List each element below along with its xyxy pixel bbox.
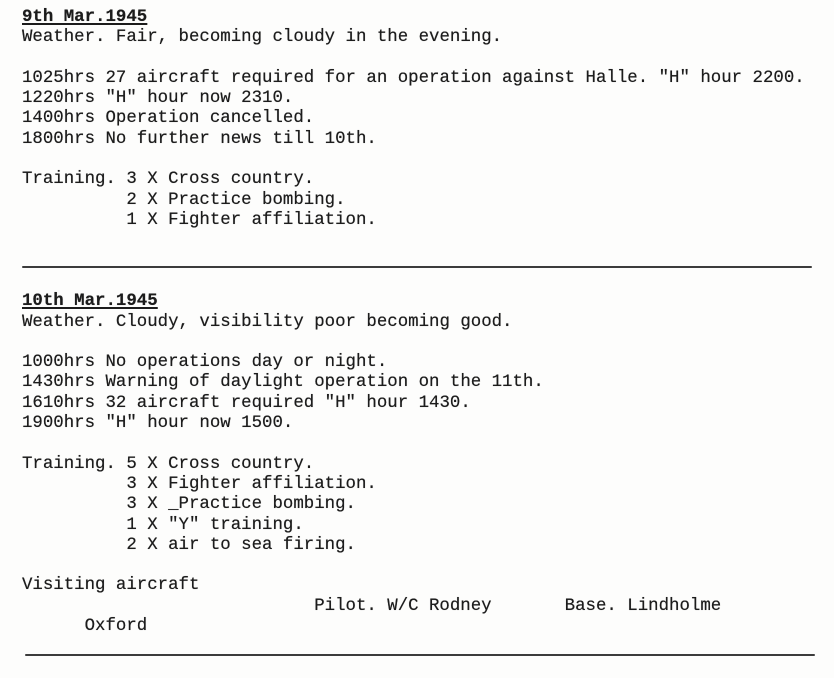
diary-entry-10th-mar xyxy=(22,292,834,637)
visiting-aircraft-heading: Visiting aircraft xyxy=(22,576,200,596)
log-line: 1000hrs No operations day or night. xyxy=(22,353,388,373)
blank-line xyxy=(22,556,834,576)
training-item: 3 X Cross country. xyxy=(126,170,315,190)
visiting-aircraft-pilot: Pilot. W/C Rodney xyxy=(314,596,492,616)
training-item: 2 X air to sea firing. xyxy=(126,535,356,555)
training-item: 1 X Fighter affiliation. xyxy=(126,210,377,230)
blank-line xyxy=(22,150,834,170)
weather-line: Weather. Fair, becoming cloudy in the evening. xyxy=(22,28,503,48)
log-line: 1430hrs Warning of daylight operation on the 11th. xyxy=(22,373,544,393)
blank-line xyxy=(22,434,834,454)
log-line: 1610hrs 32 aircraft required "H" hour 1430. xyxy=(22,393,471,413)
log-line: 1800hrs No further news till 10th. xyxy=(22,129,377,149)
entry-date-heading: 9th Mar.1945 xyxy=(22,8,148,27)
training-label: Training. xyxy=(22,454,116,474)
training-label: Training. xyxy=(22,170,116,190)
log-line: 1220hrs "H" hour now 2310. xyxy=(22,89,294,109)
entry-date-heading: 10th Mar.1945 xyxy=(22,292,158,312)
visiting-aircraft-row xyxy=(22,596,834,637)
blank-line xyxy=(22,49,834,69)
training-item: 3 X _Practice bombing. xyxy=(126,495,356,515)
log-line: 1400hrs Operation cancelled. xyxy=(22,109,315,129)
log-line: 1025hrs 27 aircraft required for an operation against Halle. "H" hour 2200. xyxy=(22,68,805,88)
visiting-aircraft-base: Base. Lindholme xyxy=(564,596,722,616)
training-line xyxy=(22,455,834,475)
section-divider-rule xyxy=(22,266,812,268)
training-item: 2 X Practice bombing. xyxy=(126,190,346,210)
diary-entry-9th-mar xyxy=(22,8,834,231)
training-item: 5 X Cross country. xyxy=(126,454,315,474)
visiting-aircraft-type: Oxford xyxy=(84,617,148,637)
training-item: 1 X "Y" training. xyxy=(126,515,304,535)
training-item: 3 X Fighter affiliation. xyxy=(126,474,377,494)
page-bottom-rule xyxy=(25,654,815,656)
blank-line xyxy=(22,333,834,353)
weather-line: Weather. Cloudy, visibility poor becoming good. xyxy=(22,312,513,332)
log-line: 1900hrs "H" hour now 1500. xyxy=(22,414,294,434)
training-line xyxy=(22,170,834,190)
